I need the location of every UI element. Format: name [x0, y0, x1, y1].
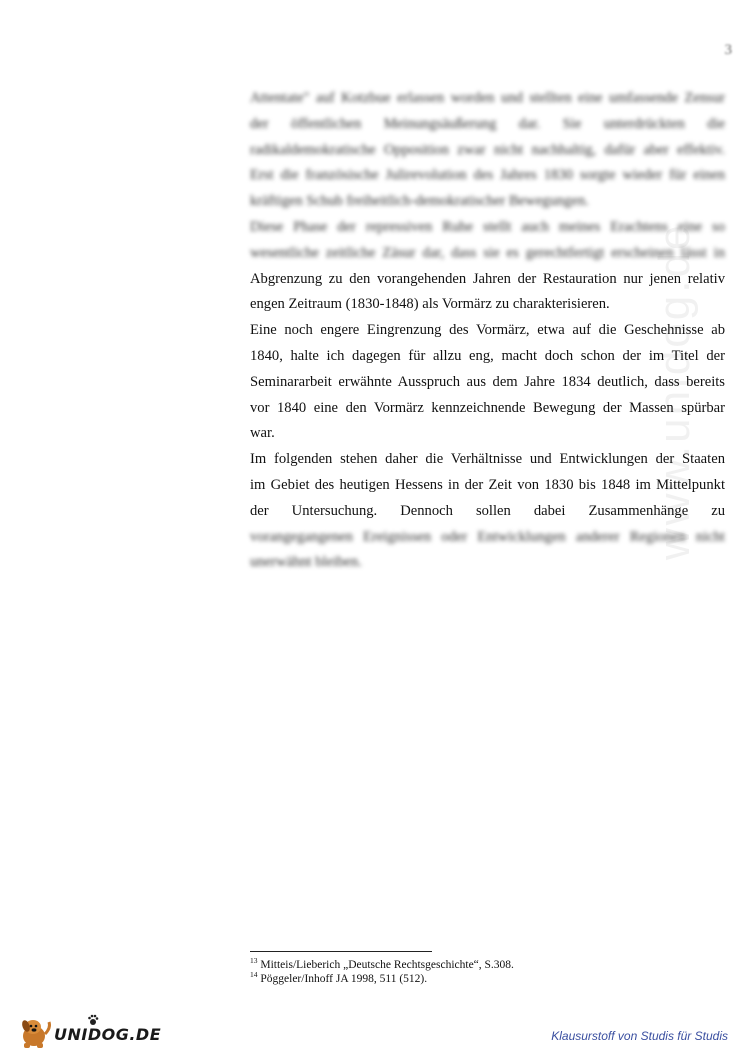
blurred-text-line: Diese Phase der repressiven Ruhe stellt auch meines Erachtens eine so — [250, 218, 725, 235]
blurred-text-line: der öffentlichen Meinungsäußerung dar. Sie unterdrückten die — [250, 115, 725, 132]
document-body — [250, 86, 725, 576]
logo-text: UNIDOG.DE — [54, 1025, 162, 1044]
paragraph — [250, 215, 725, 318]
footnote-text: Pöggeler/Inhoff JA 1998, 511 (512). — [260, 973, 428, 985]
blurred-text-line: radikaldemokratische Opposition zwar nicht nachhaltig, dafür aber effektiv. — [250, 141, 725, 158]
blurred-text-line: vorangegangenen Ereignissen oder Entwicklungen anderer Regionen nicht — [250, 528, 725, 545]
text-line: der Untersuchung. Dennoch sollen dabei Zusammenhänge zu — [250, 502, 725, 519]
footnote-separator — [250, 951, 432, 952]
footnote-number: 14 — [250, 970, 258, 980]
dog-icon — [14, 1012, 54, 1052]
footnote-text: Mitteis/Lieberich „Deutsche Rechtsgeschichte“, S.308. — [260, 959, 514, 971]
paw-icon — [87, 1014, 99, 1026]
footnote-number: 13 — [250, 956, 258, 966]
text-line: Eine noch engere Eingrenzung des Vormärz, etwa auf die Geschehnisse ab — [250, 322, 725, 339]
text-line: Seminararbeit erwähnte Ausspruch aus dem Jahre 1834 deutlich, dass bereits — [250, 373, 725, 390]
footnote — [250, 972, 725, 986]
paragraph — [250, 86, 725, 215]
blurred-text-line: Attentate" auf Kotzbue erlassen worden und stellten eine umfassende Zensur — [250, 90, 725, 106]
footnotes — [250, 958, 725, 986]
blurred-text-line: wesentliche zeitliche Zäsur dar, dass sie es gerechtfertigt erscheinen lässt in — [250, 244, 725, 261]
footer-slogan: Klausurstoff von Studis für Studis — [551, 1029, 728, 1043]
watermark: www.unidog.de — [650, 222, 699, 560]
unidog-logo[interactable] — [14, 1012, 164, 1052]
paragraph — [250, 318, 725, 447]
text-line: war. — [250, 425, 275, 442]
blurred-text-line: kräftigen Schub freiheitlich-demokratischer Bewegungen. — [250, 193, 589, 210]
text-line: vor 1840 eine den Vormärz kennzeichnende Bewegung der Massen spürbar — [250, 399, 725, 416]
page-number: 3 — [724, 42, 732, 58]
text-line: Abgrenzung zu den vorangehenden Jahren der Restauration nur jenen relativ — [250, 270, 725, 287]
blurred-text-line: unerwähnt bleiben. — [250, 554, 362, 571]
blurred-text-line: Erst die französische Julirevolution des Jahres 1830 sorgte wieder für einen — [250, 167, 725, 184]
text-line: engen Zeitraum (1830-1848) als Vormärz zu charakterisieren. — [250, 296, 610, 313]
text-line: 1840, halte ich dagegen für allzu eng, macht doch schon der im Titel der — [250, 347, 725, 364]
footnote — [250, 958, 725, 972]
paragraph — [250, 447, 725, 576]
text-line: im Gebiet des heutigen Hessens in der Zeit von 1830 bis 1848 im Mittelpunkt — [250, 476, 725, 493]
text-line: Im folgenden stehen daher die Verhältnisse und Entwicklungen der Staaten — [250, 451, 725, 468]
